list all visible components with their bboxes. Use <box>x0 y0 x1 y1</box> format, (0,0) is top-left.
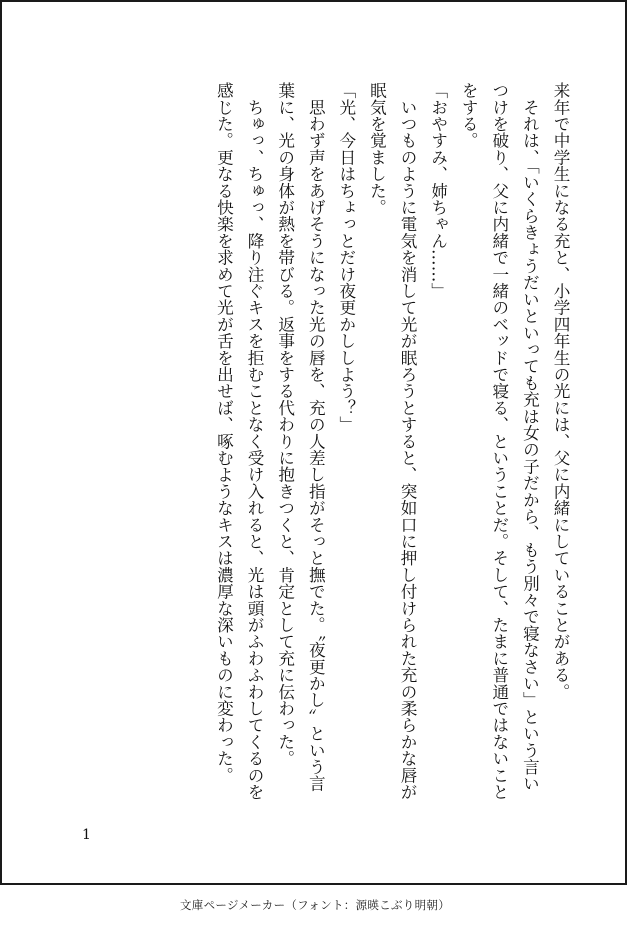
paragraph: それは、「いくらきょうだいといっても充は女の子だから、もう別々で寝なさい」という言いつけを破り、父に内緒で一緒のベッドで寝る、ということだ。そして、たまに普通ではないことをする。 <box>459 82 540 801</box>
dialogue-line: 「光、今日はちょっとだけ夜更かししよう？」 <box>336 82 356 433</box>
paragraph: いつものように電気を消して光が眠ろうとすると、突如口に押し付けられた充の柔らかな唇が眠気を覚ました。 <box>367 82 418 801</box>
dialogue-line: 「おやすみ、姉ちゃん……」 <box>428 82 448 300</box>
footer-credit: 文庫ページメーカー（フォント：源暎こぶり明朝） <box>179 898 451 912</box>
paragraph: 思わず声をあげそうになった光の唇を、充の人差し指がそっと撫でた。〝夜更かし〟という言葉に、光の身体が熱を帯びる。返事をする代わりに抱きつくと、肯定として充に伝わった。 <box>275 82 326 792</box>
page-number: 1 <box>82 827 91 843</box>
vertical-text-body <box>75 82 575 802</box>
paragraph: 来年で中学生になる充と、小学四年生の光には、父に内緒にしていることがある。 <box>551 82 570 700</box>
paragraph: ちゅっ、ちゅっ、降り注ぐキスを拒むことなく受け入れると、光は頭がふわふわしてくるのを感じた。更なる快楽を求めて光が舌を出せば、啄むようなキスは濃厚な深いものに変わった。 <box>214 82 265 801</box>
